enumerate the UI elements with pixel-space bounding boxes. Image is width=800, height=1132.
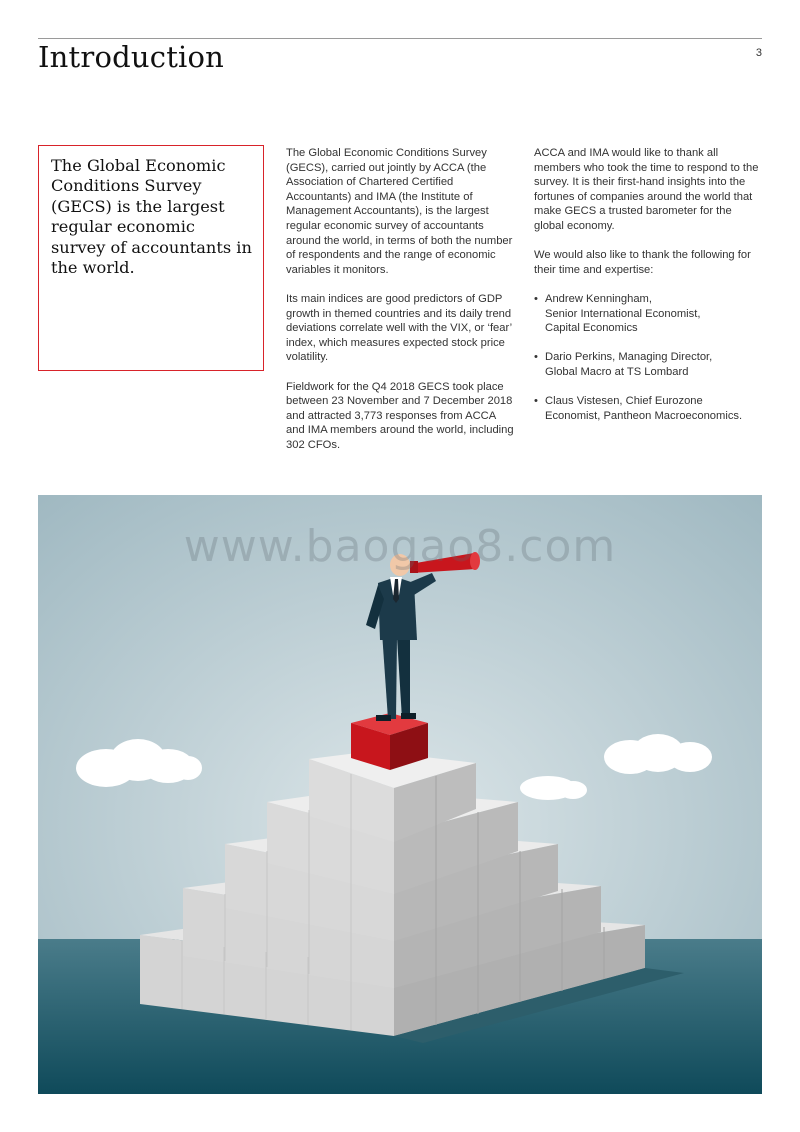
thanks-line: Senior International Economist, — [545, 307, 701, 320]
column-two — [286, 146, 514, 467]
list-item — [534, 292, 762, 336]
callout-text: The Global Economic Conditions Survey (GECS) is the largest regular economic survey of accountants in the world. — [51, 156, 252, 278]
cover-illustration — [38, 495, 762, 1094]
paragraph: The Global Economic Conditions Survey (GECS), carried out jointly by ACCA (the Association of Chartered Certified Accountants) and IMA (the Institute of Management Accountants), is the largest regular economic survey of accountants around the world, in terms of both the number of respondents and the range of economic variables it monitors. — [286, 147, 513, 276]
thanks-line: Global Macro at TS Lombard — [545, 365, 689, 378]
thanks-line: • Dario Perkins, Managing Director, — [545, 351, 713, 364]
list-item — [534, 394, 762, 423]
thanks-line: Economist, Pantheon Macroeconomics. — [545, 409, 743, 422]
watermark-text: www.baogao8.com — [183, 521, 617, 572]
paragraph: Fieldwork for the Q4 2018 GECS took place between 23 November and 7 December 2018 and attracted 3,773 responses from ACCA and IMA members around the world, including 302 CFOs. — [286, 380, 514, 451]
paragraph: ACCA and IMA would like to thank all members who took the time to respond to the survey. It is their first-hand insights into the fortunes of companies around the world that make GECS a trusted barometer for the global economy. — [534, 147, 759, 232]
paragraph: Its main indices are good predictors of GDP growth in themed countries and its daily trend deviations correlate well with the VIX, or ‘fear’ index, which measures expected stock price volatility. — [286, 292, 512, 364]
thanks-line: • Claus Vistesen, Chief Eurozone — [545, 395, 703, 408]
top-rule — [38, 38, 762, 39]
page-number: 3 — [755, 47, 762, 59]
callout-box — [38, 145, 264, 371]
red-cube — [351, 713, 428, 770]
page-title: Introduction — [38, 40, 225, 74]
thanks-line: Capital Economics — [545, 322, 638, 335]
paragraph: We would also like to thank the following for their time and expertise: — [534, 249, 751, 276]
thanks-list — [534, 292, 762, 423]
thanks-line: • Andrew Kenningham, — [545, 292, 652, 305]
illustration-svg — [38, 495, 762, 1094]
column-three — [534, 146, 762, 438]
list-item — [534, 350, 762, 379]
